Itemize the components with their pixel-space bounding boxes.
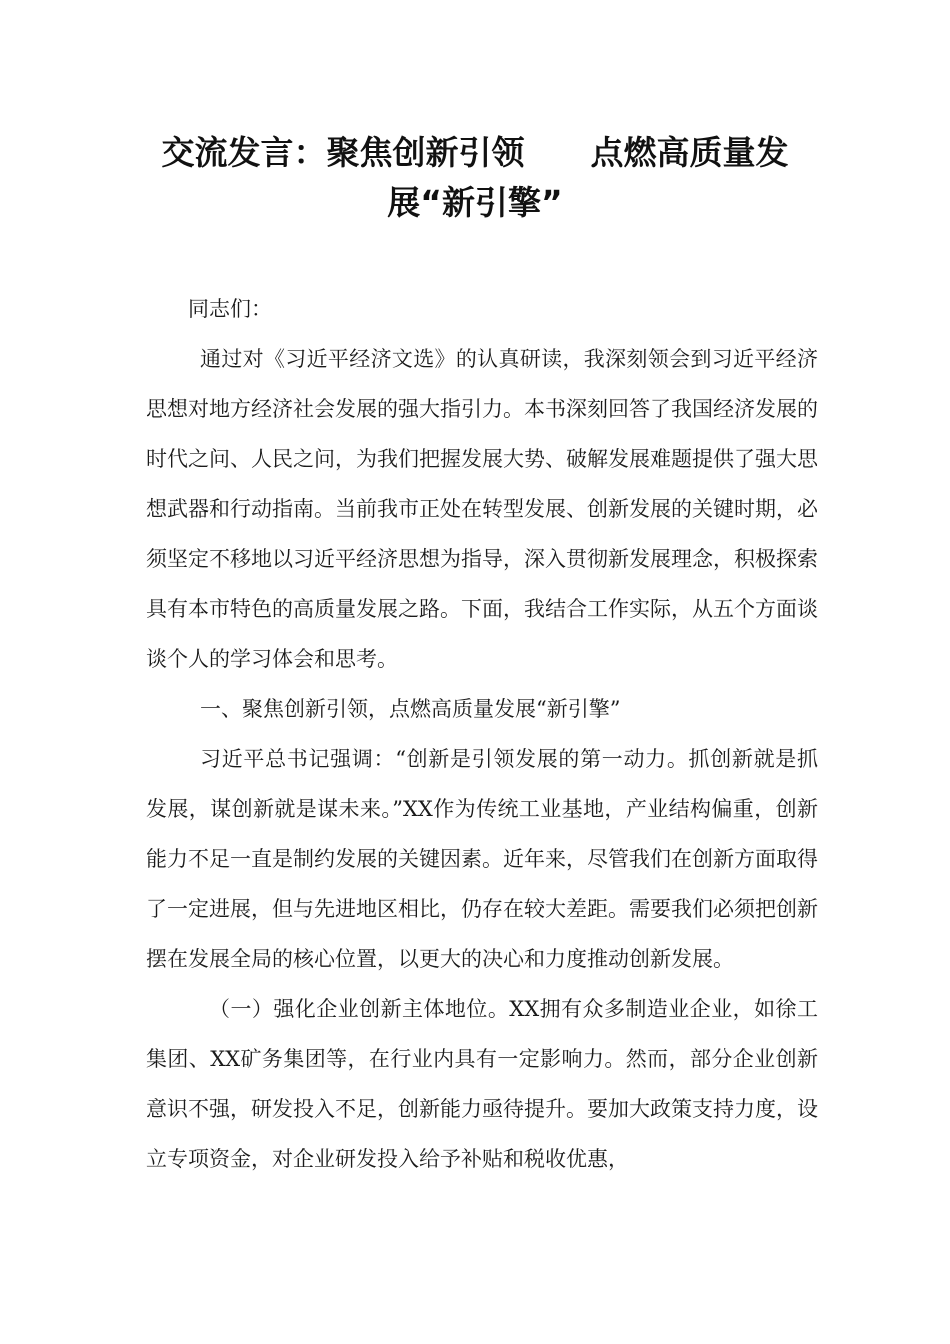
document-body (146, 284, 818, 1184)
document-title (100, 128, 850, 228)
paragraph-innovation: 习近平总书记强调：“创新是引领发展的第一动力。抓创新就是抓发展，谋创新就是谋未来。”XX作为传统工业基地，产业结构偏重，创新能力不足一直是制约发展的关键因素。近年来，尽管我们在创新方面取得了一定进展，但与先进地区相比，仍存在较大差距。需要我们必须把创新摆在发展全局的核心位置，以更大的决心和力度推动创新发展。 (146, 747, 818, 971)
section-heading-1: 一、聚焦创新引领，点燃高质量发展“新引擎” (200, 697, 621, 721)
paragraph-intro: 通过对《习近平经济文选》的认真研读，我深刻领会到习近平经济思想对地方经济社会发展的强大指引力。本书深刻回答了我国经济发展的时代之问、人民之问，为我们把握发展大势、破解发展难题提供了强大思想武器和行动指南。当前我市正处在转型发展、创新发展的关键时期，必须坚定不移地以习近平经济思想为指导，深入贯彻新发展理念，积极探索具有本市特色的高质量发展之路。下面，我结合工作实际，从五个方面谈谈个人的学习体会和思考。 (146, 347, 818, 671)
paragraph-subsection-1: （一）强化企业创新主体地位。XX拥有众多制造业企业，如徐工集团、XX矿务集团等，在行业内具有一定影响力。然而，部分企业创新意识不强，研发投入不足，创新能力亟待提升。要加大政策支持力度，设立专项资金，对企业研发投入给予补贴和税收优惠， (146, 997, 818, 1171)
salutation: 同志们： (188, 297, 272, 321)
title-line-1: 交流发言：聚焦创新引领 点燃高质量发 (161, 133, 789, 172)
title-line-2: 展“新引擎” (387, 183, 563, 222)
